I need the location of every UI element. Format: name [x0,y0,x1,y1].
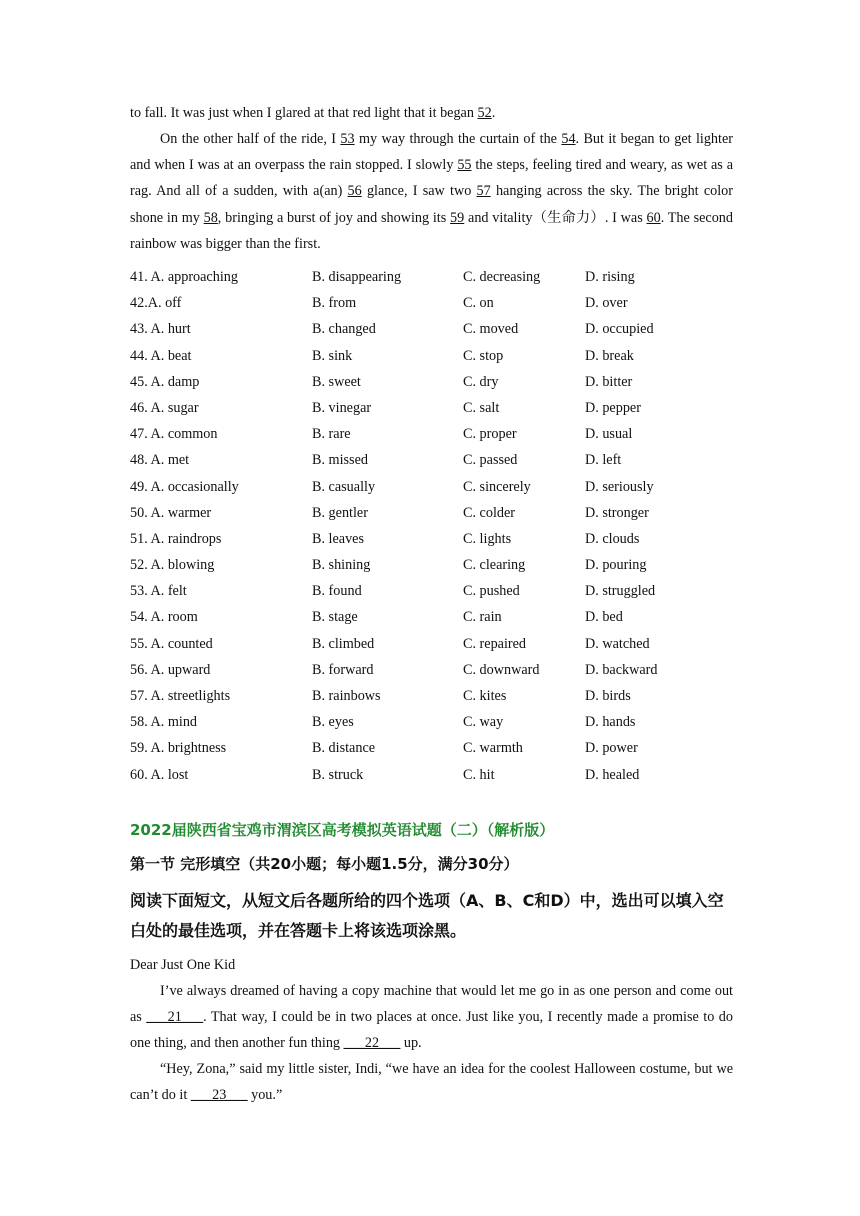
option-c: C. moved [463,321,519,338]
blank-56: 56 [347,183,362,200]
option-c: C. stop [463,347,504,364]
option-c: C. hit [463,766,495,783]
option-row [130,709,750,735]
option-row [130,474,750,500]
option-a: 54. A. room [130,609,198,626]
option-b: B. leaves [312,530,365,547]
option-c: C. passed [463,452,518,469]
option-row [130,395,750,421]
option-b: B. eyes [312,714,354,731]
option-b: B. climbed [312,635,375,652]
blank-57: 57 [476,183,491,200]
blank-53: 53 [340,131,355,147]
option-b: B. shining [312,557,371,574]
option-c: C. dry [463,373,499,390]
passage-text: my way through the curtain of the [354,131,562,147]
option-a: 56. A. upward [130,661,211,678]
option-a: 51. A. raindrops [130,530,222,547]
option-row [130,735,750,761]
option-d: D. over [585,295,628,312]
blank-22: ___22___ [343,1035,401,1052]
option-b: B. rainbows [312,688,381,704]
passage-text: up. [400,1035,422,1052]
passage-paragraph [130,126,733,257]
option-b: B. casually [312,478,376,495]
option-c: C. repaired [463,635,527,652]
blank-54: 54 [561,131,576,147]
option-a: 57. A. streetlights [130,688,231,704]
passage-text: I’ve always dreamed of having a copy machine that would let me go in as one person and come out as [130,983,733,1026]
passage-text: . That way, I could be in two places at once. Just like you, I recently made a promise to do one thing, and then another fun thing [130,1009,733,1052]
option-row [130,552,750,578]
option-row [130,604,750,630]
section-heading: 第一节 完形填空（共20小题；每小题1.5分，满分30分） [130,855,519,873]
option-d: D. clouds [585,530,640,547]
option-b: B. rare [312,426,351,443]
option-d: D. power [585,740,638,757]
blank-52: 52 [477,105,492,121]
option-d: D. usual [585,426,633,443]
option-c: C. on [463,295,494,312]
option-a: 50. A. warmer [130,504,212,521]
option-a: 45. A. damp [130,373,200,390]
option-a: 52. A. blowing [130,557,215,574]
option-d: D. left [585,452,622,469]
option-a: 44. A. beat [130,347,192,364]
option-d: D. occupied [585,321,654,338]
option-d: D. watched [585,635,650,652]
option-d: D. break [585,347,634,364]
blank-60: 60 [646,209,661,226]
option-c: C. pushed [463,583,520,600]
option-c: C. warmth [463,740,523,757]
option-c: C. downward [463,661,540,678]
option-c: C. clearing [463,557,526,574]
option-b: B. sink [312,347,353,364]
option-b: B. stage [312,609,358,626]
option-c: C. sincerely [463,478,531,495]
blank-59: 59 [450,209,465,226]
option-b: B. forward [312,661,374,678]
passage-text: , bringing a burst of joy and showing its [217,209,451,226]
option-a: 59. A. brightness [130,740,227,757]
option-b: B. sweet [312,373,361,390]
exam-title: 2022届陕西省宝鸡市渭滨区高考模拟英语试题（二）（解析版） [130,821,555,839]
option-d: D. stronger [585,504,649,521]
option-b: B. found [312,583,362,600]
option-d: D. birds [585,688,631,704]
option-b: B. gentler [312,504,368,521]
option-d: D. bitter [585,373,633,390]
passage-text: . [491,105,496,121]
blank-55: 55 [457,157,472,174]
option-c: C. salt [463,399,500,416]
passage-text: and vitality（生命力）. I was [464,209,647,226]
option-d: D. pepper [585,399,641,416]
option-d: D. healed [585,766,640,783]
passage-text: . But it began to get lighter and when I was at an overpass the rain stopped. I slowly [130,131,733,174]
option-row [130,343,750,369]
option-a: 60. A. lost [130,766,189,783]
option-a: 41. A. approaching [130,269,238,285]
option-row [130,264,750,290]
option-row [130,683,750,709]
instructions: 阅读下面短文，从短文后各题所给的四个选项（A、B、C和D）中，选出可以填入空白处的最佳选项，并在答题卡上将该选项涂黑。 [130,891,724,940]
option-row [130,526,750,552]
letter-paragraph [130,1056,733,1108]
option-a: 48. A. met [130,452,190,469]
option-row [130,762,750,788]
option-d: D. pouring [585,557,647,574]
passage-text: On the other half of the ride, I [160,131,341,147]
option-c: C. colder [463,504,516,521]
blank-23: ___23___ [190,1087,248,1104]
option-a: 46. A. sugar [130,399,199,416]
passage-text: glance, I saw two [361,183,477,200]
option-b: B. disappearing [312,269,402,285]
option-c: C. decreasing [463,269,541,285]
options-table [130,264,750,788]
option-d: D. struggled [585,583,656,600]
letter-paragraph [130,978,733,1057]
option-b: B. vinegar [312,399,372,416]
option-row [130,500,750,526]
option-b: B. struck [312,766,364,783]
option-row [130,631,750,657]
option-a: 42.A. off [130,295,182,312]
option-d: D. rising [585,269,635,285]
option-a: 43. A. hurt [130,321,191,338]
option-c: C. lights [463,530,512,547]
option-a: 55. A. counted [130,635,213,652]
option-b: B. changed [312,321,376,338]
option-b: B. missed [312,452,368,469]
blank-58: 58 [203,209,218,226]
option-row [130,447,750,473]
passage-text: . The second rainbow was bigger than the first. [130,209,733,252]
option-a: 58. A. mind [130,714,198,731]
option-b: B. distance [312,740,376,757]
passage-text: hanging across the sky. The bright color shone in my [130,183,733,226]
option-row [130,316,750,342]
option-d: D. bed [585,609,623,626]
option-c: C. rain [463,609,502,626]
option-row [130,657,750,683]
option-d: D. seriously [585,478,654,495]
option-c: C. way [463,714,504,731]
passage-text: the steps, feeling tired and weary, as wet as a rag. And all of a sudden, with a(an) [130,157,733,200]
option-row [130,578,750,604]
letter-salutation: Dear Just One Kid [130,957,236,973]
blank-21: ___21___ [146,1009,204,1026]
option-d: D. hands [585,714,636,731]
passage-line-continued [130,100,733,126]
option-a: 53. A. felt [130,583,187,600]
passage-text: “Hey, Zona,” said my little sister, Indi, “we have an idea for the coolest Halloween costume, but we can’t do it [130,1061,733,1104]
passage-text: you.” [247,1087,283,1104]
option-a: 47. A. common [130,426,218,443]
option-row [130,369,750,395]
option-a: 49. A. occasionally [130,478,239,495]
option-row [130,290,750,316]
option-b: B. from [312,295,357,312]
option-c: C. kites [463,688,507,704]
passage-text: to fall. It was just when I glared at that red light that it began [130,105,478,121]
option-c: C. proper [463,426,517,443]
option-d: D. backward [585,661,658,678]
option-row [130,421,750,447]
